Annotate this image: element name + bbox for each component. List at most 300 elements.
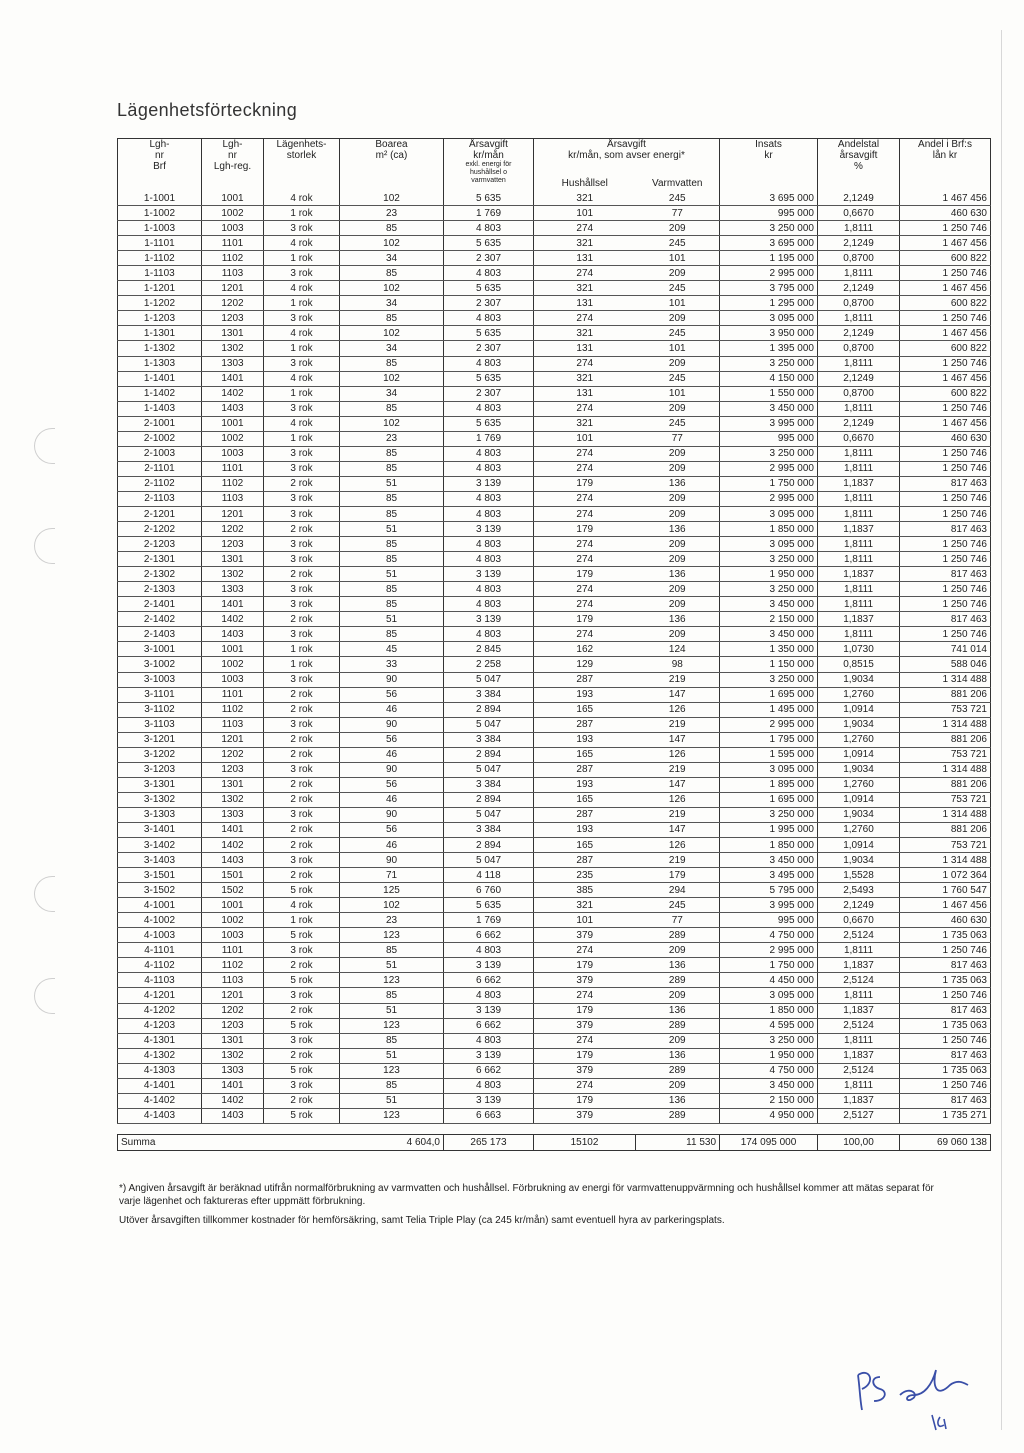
cell-lgh-brf: 2-1301 [118, 552, 202, 567]
cell-andelstal: 1,8111 [818, 311, 900, 326]
cell-lgh-brf: 4-1401 [118, 1078, 202, 1093]
cell-varmvatten: 289 [636, 1108, 720, 1123]
cell-insats: 1 695 000 [720, 687, 818, 702]
cell-arsavgift: 6 662 [444, 928, 534, 943]
cell-storlek: 1 rok [264, 913, 340, 928]
cell-hushallsel: 385 [534, 883, 636, 898]
cell-hushallsel: 179 [534, 1003, 636, 1018]
cell-varmvatten: 209 [636, 446, 720, 461]
cell-varmvatten: 101 [636, 251, 720, 266]
cell-lgh-reg: 1401 [202, 822, 264, 837]
cell-hushallsel: 101 [534, 431, 636, 446]
cell-andel-lan: 817 463 [900, 567, 991, 582]
cell-hushallsel: 131 [534, 386, 636, 401]
cell-lgh-brf: 3-1402 [118, 838, 202, 853]
cell-arsavgift: 3 384 [444, 687, 534, 702]
cell-boarea: 45 [340, 642, 444, 657]
cell-andelstal: 1,0730 [818, 642, 900, 657]
cell-lgh-reg: 1402 [202, 386, 264, 401]
table-row [118, 206, 991, 221]
cell-arsavgift: 4 803 [444, 1078, 534, 1093]
table-row [118, 777, 991, 792]
cell-lgh-brf: 3-1003 [118, 672, 202, 687]
cell-varmvatten: 219 [636, 807, 720, 822]
cell-storlek: 3 rok [264, 672, 340, 687]
cell-insats: 3 450 000 [720, 853, 818, 868]
table-row [118, 281, 991, 296]
cell-hushallsel: 274 [534, 943, 636, 958]
cell-varmvatten: 209 [636, 221, 720, 236]
cell-hushallsel: 165 [534, 747, 636, 762]
cell-arsavgift: 4 803 [444, 988, 534, 1003]
cell-lgh-reg: 1202 [202, 1003, 264, 1018]
cell-andel-lan: 1 467 456 [900, 236, 991, 251]
table-row [118, 868, 991, 883]
cell-andelstal: 2,1249 [818, 191, 900, 206]
table-row [118, 928, 991, 943]
cell-arsavgift: 3 139 [444, 567, 534, 582]
cell-lgh-brf: 4-1402 [118, 1093, 202, 1108]
cell-boarea: 51 [340, 612, 444, 627]
cell-arsavgift: 4 118 [444, 868, 534, 883]
cell-insats: 1 850 000 [720, 838, 818, 853]
cell-lgh-brf: 3-1401 [118, 822, 202, 837]
cell-boarea: 102 [340, 898, 444, 913]
cell-varmvatten: 209 [636, 1078, 720, 1093]
cell-boarea: 85 [340, 266, 444, 281]
cell-andelstal: 1,2760 [818, 822, 900, 837]
cell-lgh-reg: 1302 [202, 1048, 264, 1063]
cell-lgh-reg: 1301 [202, 552, 264, 567]
cell-storlek: 4 rok [264, 326, 340, 341]
cell-boarea: 102 [340, 236, 444, 251]
cell-lgh-reg: 1201 [202, 988, 264, 1003]
summary-arsavgift: 265 173 [444, 1134, 534, 1150]
cell-varmvatten: 77 [636, 206, 720, 221]
header-storlek: Lägenhets- storlek [264, 139, 340, 192]
cell-hushallsel: 131 [534, 296, 636, 311]
cell-lgh-reg: 1002 [202, 913, 264, 928]
cell-insats: 1 695 000 [720, 792, 818, 807]
cell-arsavgift: 1 769 [444, 913, 534, 928]
table-row [118, 1048, 991, 1063]
table-row [118, 356, 991, 371]
table-row [118, 958, 991, 973]
cell-lgh-brf: 4-1102 [118, 958, 202, 973]
cell-andel-lan: 753 721 [900, 792, 991, 807]
cell-arsavgift: 2 307 [444, 341, 534, 356]
cell-storlek: 3 rok [264, 762, 340, 777]
cell-storlek: 3 rok [264, 266, 340, 281]
cell-andel-lan: 753 721 [900, 702, 991, 717]
cell-lgh-reg: 1203 [202, 537, 264, 552]
cell-hushallsel: 287 [534, 672, 636, 687]
cell-lgh-brf: 2-1103 [118, 491, 202, 506]
cell-varmvatten: 245 [636, 281, 720, 296]
cell-lgh-reg: 1102 [202, 476, 264, 491]
cell-boarea: 51 [340, 1003, 444, 1018]
cell-andelstal: 1,1837 [818, 1003, 900, 1018]
cell-arsavgift: 4 803 [444, 356, 534, 371]
cell-insats: 4 450 000 [720, 973, 818, 988]
cell-andel-lan: 817 463 [900, 1003, 991, 1018]
cell-lgh-reg: 1403 [202, 627, 264, 642]
table-row [118, 371, 991, 386]
cell-arsavgift: 4 803 [444, 597, 534, 612]
cell-hushallsel: 179 [534, 522, 636, 537]
header-boarea: Boarea m² (ca) [340, 139, 444, 192]
cell-andelstal: 1,8111 [818, 1033, 900, 1048]
cell-lgh-reg: 1201 [202, 506, 264, 521]
cell-hushallsel: 274 [534, 311, 636, 326]
cell-insats: 3 095 000 [720, 988, 818, 1003]
cell-andel-lan: 1 250 746 [900, 461, 991, 476]
cell-storlek: 1 rok [264, 386, 340, 401]
cell-boarea: 85 [340, 537, 444, 552]
cell-boarea: 123 [340, 928, 444, 943]
cell-hushallsel: 274 [534, 537, 636, 552]
cell-storlek: 2 rok [264, 476, 340, 491]
cell-lgh-reg: 1002 [202, 657, 264, 672]
cell-storlek: 3 rok [264, 853, 340, 868]
cell-andelstal: 1,2760 [818, 777, 900, 792]
cell-insats: 3 450 000 [720, 627, 818, 642]
cell-lgh-brf: 1-1102 [118, 251, 202, 266]
cell-insats: 1 150 000 [720, 657, 818, 672]
cell-insats: 3 250 000 [720, 807, 818, 822]
cell-hushallsel: 274 [534, 988, 636, 1003]
cell-varmvatten: 209 [636, 552, 720, 567]
cell-insats: 3 250 000 [720, 552, 818, 567]
cell-lgh-reg: 1402 [202, 838, 264, 853]
cell-storlek: 5 rok [264, 1108, 340, 1123]
cell-andel-lan: 881 206 [900, 687, 991, 702]
cell-varmvatten: 209 [636, 582, 720, 597]
cell-arsavgift: 5 047 [444, 762, 534, 777]
cell-arsavgift: 3 139 [444, 612, 534, 627]
table-row [118, 988, 991, 1003]
cell-hushallsel: 274 [534, 401, 636, 416]
table-row [118, 702, 991, 717]
cell-andel-lan: 1 467 456 [900, 326, 991, 341]
cell-hushallsel: 379 [534, 928, 636, 943]
cell-lgh-brf: 2-1002 [118, 431, 202, 446]
cell-andelstal: 2,1249 [818, 281, 900, 296]
cell-arsavgift: 5 635 [444, 416, 534, 431]
cell-varmvatten: 209 [636, 491, 720, 506]
cell-boarea: 85 [340, 943, 444, 958]
cell-andel-lan: 1 250 746 [900, 1078, 991, 1093]
cell-insats: 4 950 000 [720, 1108, 818, 1123]
header-lgh-brf: Lgh- nr Brf [118, 139, 202, 192]
cell-hushallsel: 379 [534, 973, 636, 988]
cell-andel-lan: 1 467 456 [900, 416, 991, 431]
summary-andelstal: 100,00 [818, 1134, 900, 1150]
cell-boarea: 23 [340, 913, 444, 928]
cell-boarea: 51 [340, 476, 444, 491]
cell-andelstal: 2,5124 [818, 973, 900, 988]
cell-insats: 1 495 000 [720, 702, 818, 717]
summary-andel-lan: 69 060 138 [900, 1134, 991, 1150]
table-row [118, 853, 991, 868]
cell-lgh-brf: 4-1003 [118, 928, 202, 943]
cell-arsavgift: 2 307 [444, 296, 534, 311]
cell-lgh-reg: 1101 [202, 461, 264, 476]
cell-andelstal: 1,0914 [818, 838, 900, 853]
cell-boarea: 46 [340, 792, 444, 807]
table-row [118, 822, 991, 837]
cell-storlek: 2 rok [264, 522, 340, 537]
cell-lgh-brf: 2-1101 [118, 461, 202, 476]
table-row [118, 476, 991, 491]
cell-andelstal: 2,5124 [818, 1018, 900, 1033]
table-row [118, 446, 991, 461]
cell-lgh-reg: 1401 [202, 1078, 264, 1093]
cell-lgh-brf: 4-1301 [118, 1033, 202, 1048]
cell-varmvatten: 209 [636, 537, 720, 552]
cell-storlek: 1 rok [264, 431, 340, 446]
cell-boarea: 34 [340, 341, 444, 356]
cell-varmvatten: 219 [636, 762, 720, 777]
cell-insats: 1 950 000 [720, 1048, 818, 1063]
table-row [118, 717, 991, 732]
cell-andelstal: 0,8700 [818, 386, 900, 401]
cell-varmvatten: 101 [636, 296, 720, 311]
cell-lgh-reg: 1402 [202, 1093, 264, 1108]
cell-andel-lan: 460 630 [900, 913, 991, 928]
table-row [118, 1003, 991, 1018]
cell-insats: 2 150 000 [720, 612, 818, 627]
cell-andel-lan: 1 250 746 [900, 988, 991, 1003]
cell-andelstal: 1,8111 [818, 221, 900, 236]
cell-arsavgift: 3 139 [444, 522, 534, 537]
cell-storlek: 2 rok [264, 747, 340, 762]
cell-arsavgift: 6 662 [444, 1018, 534, 1033]
cell-hushallsel: 179 [534, 476, 636, 491]
cell-storlek: 3 rok [264, 506, 340, 521]
cell-lgh-reg: 1301 [202, 1033, 264, 1048]
footnote-extra-costs: Utöver årsavgiften tillkommer kostnader för hemförsäkring, samt Telia Triple Play (ca 245 kr/mån) samt eventuell hyra av parkeringsplats. [119, 1215, 725, 1226]
cell-hushallsel: 274 [534, 506, 636, 521]
cell-varmvatten: 126 [636, 838, 720, 853]
table-row [118, 973, 991, 988]
cell-insats: 2 995 000 [720, 943, 818, 958]
cell-arsavgift: 4 803 [444, 582, 534, 597]
table-row [118, 838, 991, 853]
cell-andel-lan: 1 250 746 [900, 221, 991, 236]
cell-andelstal: 1,8111 [818, 401, 900, 416]
cell-andelstal: 1,1837 [818, 567, 900, 582]
cell-lgh-reg: 1001 [202, 642, 264, 657]
cell-lgh-brf: 1-1201 [118, 281, 202, 296]
cell-andel-lan: 1 314 488 [900, 672, 991, 687]
cell-arsavgift: 1 769 [444, 431, 534, 446]
cell-lgh-reg: 1101 [202, 943, 264, 958]
cell-boarea: 51 [340, 522, 444, 537]
cell-arsavgift: 2 307 [444, 386, 534, 401]
table-row [118, 747, 991, 762]
cell-boarea: 23 [340, 431, 444, 446]
cell-andelstal: 1,9034 [818, 807, 900, 822]
cell-lgh-brf: 3-1302 [118, 792, 202, 807]
cell-lgh-brf: 2-1302 [118, 567, 202, 582]
cell-lgh-reg: 1203 [202, 762, 264, 777]
cell-arsavgift: 6 760 [444, 883, 534, 898]
cell-andel-lan: 1 250 746 [900, 266, 991, 281]
cell-storlek: 3 rok [264, 597, 340, 612]
cell-hushallsel: 193 [534, 822, 636, 837]
cell-storlek: 5 rok [264, 883, 340, 898]
cell-lgh-reg: 1003 [202, 446, 264, 461]
cell-andelstal: 0,8700 [818, 341, 900, 356]
cell-storlek: 3 rok [264, 401, 340, 416]
cell-arsavgift: 6 662 [444, 973, 534, 988]
cell-arsavgift: 5 635 [444, 898, 534, 913]
cell-lgh-brf: 1-1002 [118, 206, 202, 221]
cell-arsavgift: 3 139 [444, 958, 534, 973]
cell-boarea: 71 [340, 868, 444, 883]
cell-andelstal: 0,8515 [818, 657, 900, 672]
cell-hushallsel: 274 [534, 491, 636, 506]
table-row [118, 582, 991, 597]
cell-insats: 3 250 000 [720, 1033, 818, 1048]
cell-varmvatten: 245 [636, 191, 720, 206]
cell-storlek: 1 rok [264, 206, 340, 221]
table-row [118, 597, 991, 612]
cell-varmvatten: 124 [636, 642, 720, 657]
cell-lgh-reg: 1103 [202, 491, 264, 506]
cell-andel-lan: 1 250 746 [900, 311, 991, 326]
cell-andel-lan: 1 250 746 [900, 943, 991, 958]
cell-andel-lan: 1 760 547 [900, 883, 991, 898]
cell-varmvatten: 209 [636, 461, 720, 476]
table-row [118, 236, 991, 251]
cell-andelstal: 2,1249 [818, 236, 900, 251]
cell-arsavgift: 3 384 [444, 822, 534, 837]
cell-lgh-reg: 1403 [202, 853, 264, 868]
cell-andel-lan: 1 735 063 [900, 973, 991, 988]
cell-lgh-reg: 1102 [202, 958, 264, 973]
cell-arsavgift: 4 803 [444, 401, 534, 416]
cell-insats: 3 950 000 [720, 326, 818, 341]
cell-lgh-reg: 1203 [202, 1018, 264, 1033]
cell-lgh-brf: 2-1003 [118, 446, 202, 461]
cell-storlek: 2 rok [264, 868, 340, 883]
cell-boarea: 46 [340, 747, 444, 762]
cell-insats: 4 150 000 [720, 371, 818, 386]
cell-lgh-reg: 1201 [202, 732, 264, 747]
cell-hushallsel: 274 [534, 446, 636, 461]
cell-varmvatten: 77 [636, 431, 720, 446]
cell-lgh-brf: 1-1403 [118, 401, 202, 416]
cell-storlek: 3 rok [264, 807, 340, 822]
binder-hole-mark [34, 528, 55, 564]
cell-boarea: 23 [340, 206, 444, 221]
cell-varmvatten: 219 [636, 717, 720, 732]
cell-varmvatten: 289 [636, 1018, 720, 1033]
cell-andel-lan: 1 072 364 [900, 868, 991, 883]
cell-insats: 3 695 000 [720, 236, 818, 251]
table-row [118, 522, 991, 537]
cell-boarea: 90 [340, 807, 444, 822]
cell-boarea: 51 [340, 567, 444, 582]
cell-boarea: 123 [340, 1108, 444, 1123]
cell-andelstal: 1,1837 [818, 612, 900, 627]
cell-andelstal: 0,8700 [818, 296, 900, 311]
cell-lgh-brf: 1-1203 [118, 311, 202, 326]
cell-varmvatten: 209 [636, 506, 720, 521]
table-row [118, 416, 991, 431]
table-row [118, 943, 991, 958]
cell-insats: 1 350 000 [720, 642, 818, 657]
cell-storlek: 2 rok [264, 732, 340, 747]
cell-storlek: 3 rok [264, 461, 340, 476]
cell-lgh-brf: 2-1303 [118, 582, 202, 597]
cell-andel-lan: 1 250 746 [900, 1033, 991, 1048]
footnote-energy: *) Angiven årsavgift är beräknad utifrån normalförbrukning av varmvatten och hushållsel. Förbrukning av energi för varmvattenuppvärmning och hushållsel kommer att mätas separat för varje lägenhet och faktureras efter uppmätt förbrukning. [119, 1183, 934, 1207]
header-lgh-reg: Lgh- nr Lgh-reg. [202, 139, 264, 192]
cell-andel-lan: 600 822 [900, 341, 991, 356]
cell-varmvatten: 219 [636, 853, 720, 868]
cell-lgh-brf: 3-1403 [118, 853, 202, 868]
cell-insats: 3 095 000 [720, 762, 818, 777]
cell-andelstal: 1,8111 [818, 988, 900, 1003]
cell-lgh-brf: 4-1302 [118, 1048, 202, 1063]
cell-andelstal: 1,8111 [818, 1078, 900, 1093]
cell-storlek: 2 rok [264, 822, 340, 837]
cell-arsavgift: 6 663 [444, 1108, 534, 1123]
summary-hushallsel: 15102 [534, 1134, 636, 1150]
cell-andel-lan: 817 463 [900, 612, 991, 627]
cell-boarea: 85 [340, 491, 444, 506]
cell-hushallsel: 274 [534, 266, 636, 281]
cell-lgh-reg: 1203 [202, 311, 264, 326]
cell-arsavgift: 4 803 [444, 506, 534, 521]
cell-andel-lan: 1 250 746 [900, 552, 991, 567]
cell-andel-lan: 1 314 488 [900, 717, 991, 732]
cell-andel-lan: 753 721 [900, 838, 991, 853]
header-hushallsel: Hushållsel [561, 178, 608, 189]
cell-lgh-reg: 1003 [202, 221, 264, 236]
cell-arsavgift: 4 803 [444, 943, 534, 958]
cell-andel-lan: 817 463 [900, 958, 991, 973]
cell-hushallsel: 379 [534, 1018, 636, 1033]
cell-varmvatten: 136 [636, 958, 720, 973]
cell-insats: 2 995 000 [720, 491, 818, 506]
binder-hole-mark [34, 876, 55, 912]
cell-boarea: 34 [340, 386, 444, 401]
cell-lgh-brf: 4-1201 [118, 988, 202, 1003]
cell-andelstal: 1,8111 [818, 506, 900, 521]
cell-boarea: 56 [340, 777, 444, 792]
cell-varmvatten: 147 [636, 687, 720, 702]
table-row [118, 1063, 991, 1078]
cell-arsavgift: 5 047 [444, 853, 534, 868]
table-row [118, 913, 991, 928]
cell-storlek: 3 rok [264, 221, 340, 236]
cell-boarea: 85 [340, 1033, 444, 1048]
table-row [118, 506, 991, 521]
cell-storlek: 3 rok [264, 717, 340, 732]
cell-andel-lan: 1 250 746 [900, 401, 991, 416]
cell-varmvatten: 126 [636, 792, 720, 807]
cell-lgh-brf: 1-1103 [118, 266, 202, 281]
cell-andel-lan: 1 250 746 [900, 491, 991, 506]
cell-andelstal: 1,1837 [818, 476, 900, 491]
cell-storlek: 4 rok [264, 371, 340, 386]
cell-hushallsel: 193 [534, 732, 636, 747]
cell-varmvatten: 101 [636, 341, 720, 356]
